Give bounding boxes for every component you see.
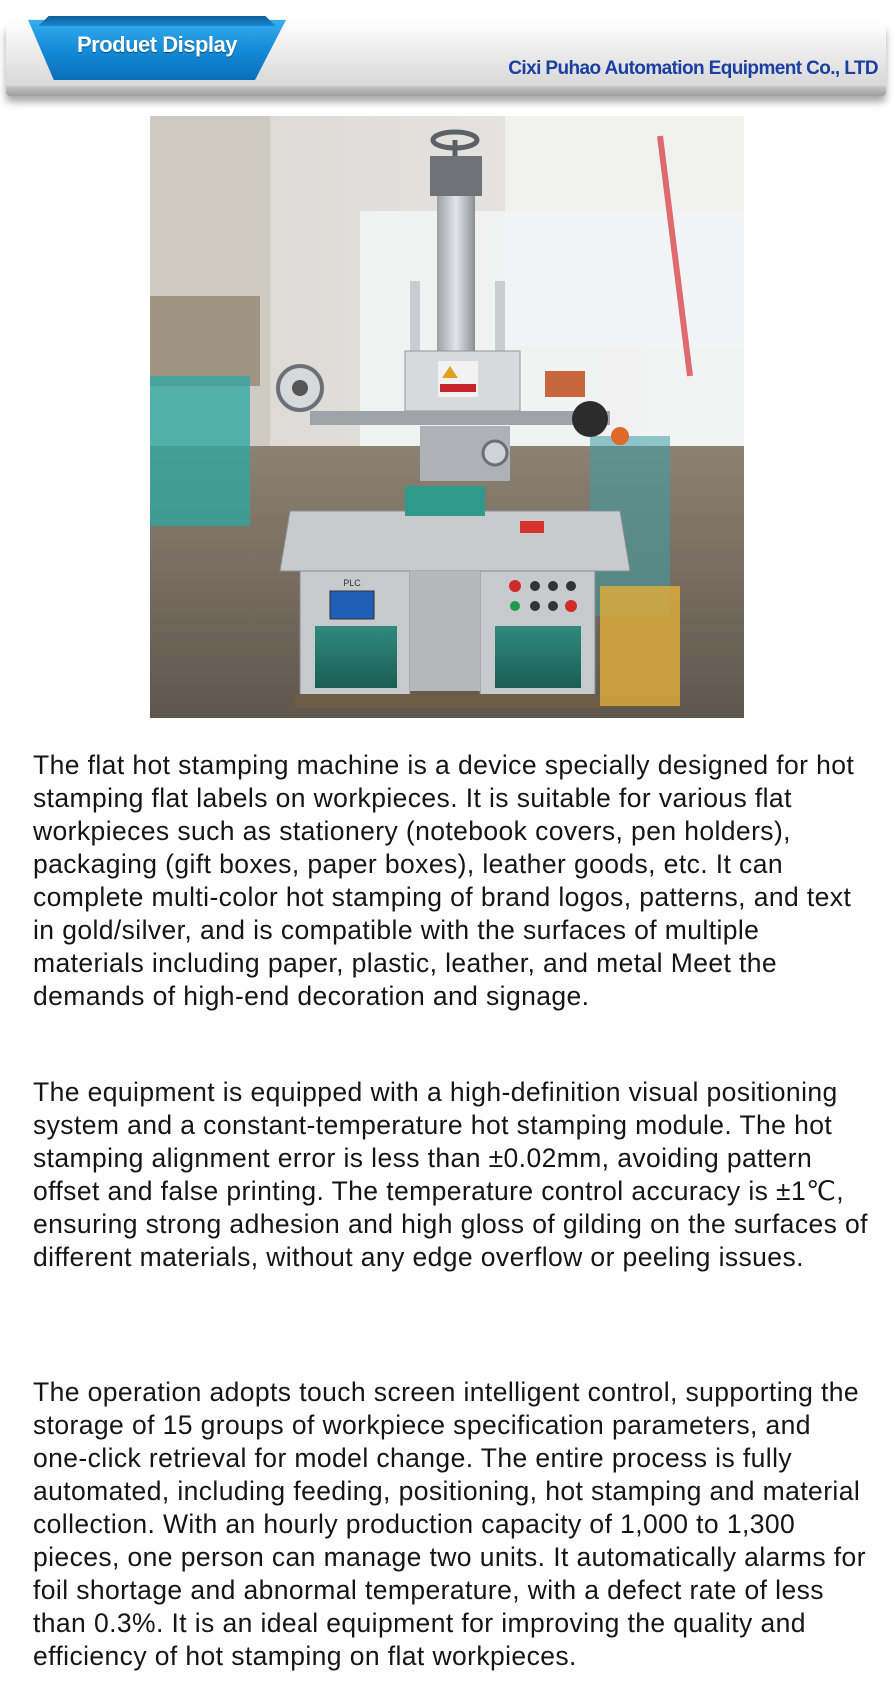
description-paragraph-2: The equipment is equipped with a high-definition visual positioning system and a constant-temperature hot stamping module. The hot stamping alignment error is less than ±0.02mm, avoiding pattern offset and false printing. The temperature control accuracy is ±1℃, ensuring strong adhesion and high gloss of gilding on the surfaces of different materials, without any edge overflow or peeling issues. xyxy=(33,1077,868,1272)
start-button xyxy=(510,601,520,611)
touch-screen xyxy=(330,591,374,619)
cabinet-door-left xyxy=(315,626,397,688)
cabinet-door-right xyxy=(495,626,581,688)
company-name: Cixi Puhao Automation Equipment Co., LTD xyxy=(508,58,878,79)
section-tab-cap xyxy=(28,16,286,26)
foil-roll-right xyxy=(572,401,608,437)
foil-arm xyxy=(310,411,610,425)
temp-controller xyxy=(545,371,585,397)
fixture xyxy=(405,486,485,516)
cabinet-middle xyxy=(410,571,480,691)
yellow-object xyxy=(600,586,680,706)
pallet xyxy=(295,694,600,708)
section-tab-label: Produet Display xyxy=(77,32,237,57)
cylinder-top xyxy=(430,156,482,196)
product-photo xyxy=(150,116,744,718)
header-banner xyxy=(6,16,886,108)
teal-cart xyxy=(150,376,250,526)
work-table xyxy=(280,511,630,571)
description-paragraph-3: The operation adopts touch screen intelligent control, supporting the storage of 15 groups of workpiece specification parameters, and one-click retrieval for model change. The entire process is fully automated, including feeding, positioning, hot stamping and material collection. With an hourly production capacity of 1,000 to 1,300 pieces, one person can manage two units. It automatically alarms for foil shortage and abnormal temperature, with a defect rate of less than 0.3%. It is an ideal equipment for improving the quality and efficiency of hot stamping on flat workpieces. xyxy=(33,1377,866,1671)
stop-button xyxy=(509,580,521,592)
plc-label: PLC xyxy=(343,578,361,588)
clutter-left xyxy=(150,296,260,386)
machine-illustration xyxy=(150,116,744,718)
description-paragraph-1: The flat hot stamping machine is a device specially designed for hot stamping flat labels on workpieces. It is suitable for various flat workpieces such as stationery (notebook covers, pen holders), packaging (gift boxes, paper boxes), leather goods, etc. It can complete multi-color hot stamping of brand logos, patterns, and text in gold/silver, and is compatible with the surfaces of multiple materials including paper, plastic, leather, and metal Meet the demands of high-end decoration and signage. xyxy=(33,750,855,1011)
